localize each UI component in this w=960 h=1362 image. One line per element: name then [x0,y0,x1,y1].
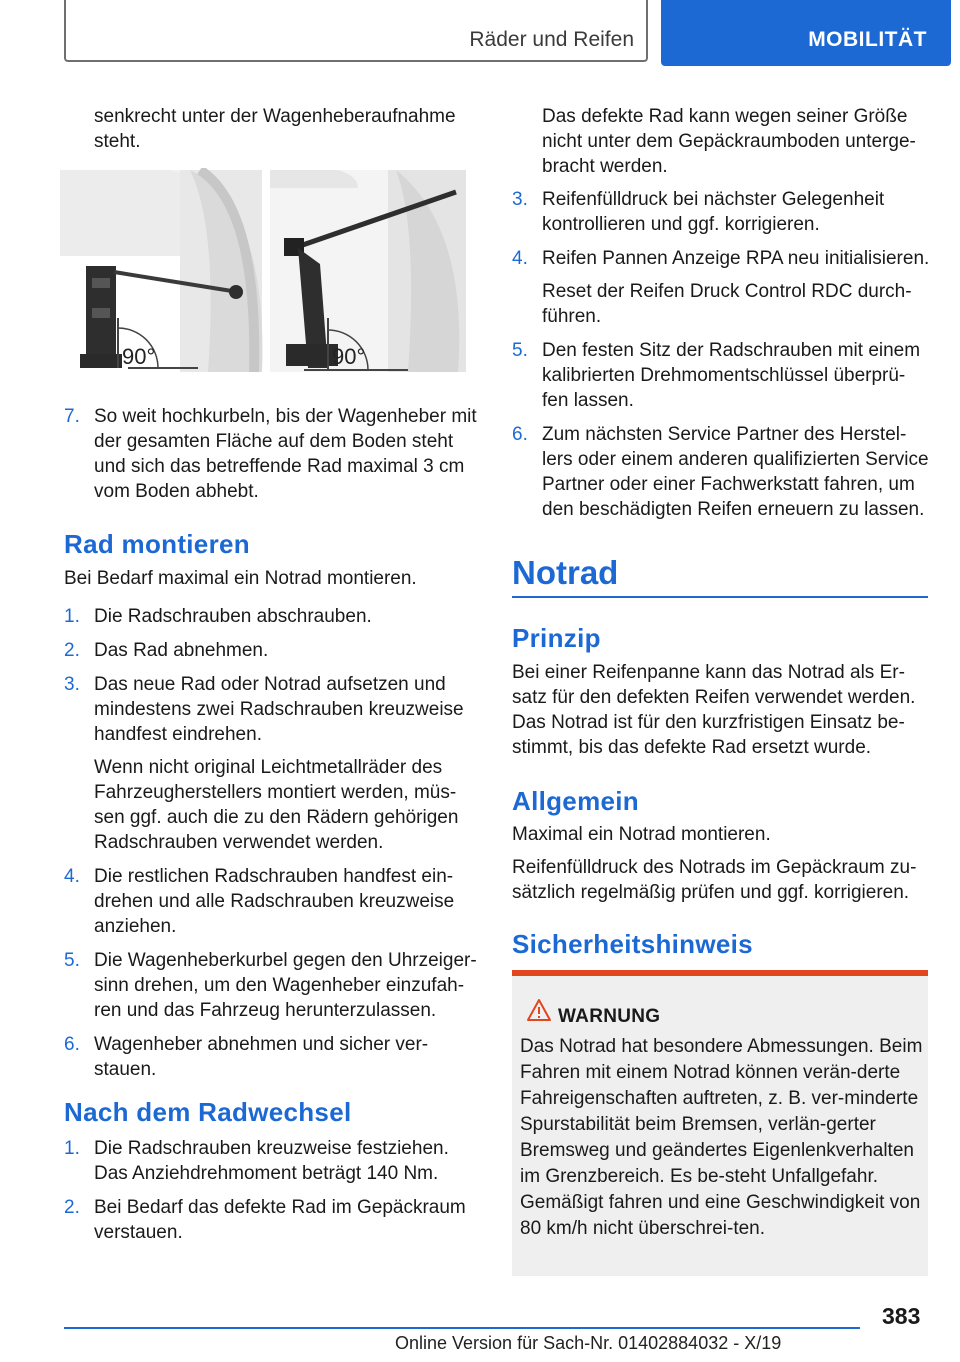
heading-rad-montieren: Rad montieren [64,529,250,559]
step-number: 6. [512,424,528,445]
allgemein-text-1: Maximal ein Notrad montieren. [512,824,771,845]
step-text: Die restlichen Radschrauben handfest ein-drehen und alle Radschrauben kreuzweise anziehen. [94,866,455,937]
warning-title: WARNUNG [558,1006,661,1027]
step-text: So weit hochkurbeln, bis der Wagenheber mit der gesamten Fläche auf dem Boden steht und sich das betreffende Rad maximal 3 cm vom Boden abhebt. [94,406,477,502]
list-item [512,422,930,522]
step-text: Bei Bedarf das defekte Rad im Gepäckraum verstauen. [94,1197,466,1243]
list-item [512,246,930,329]
list-item [64,1032,484,1082]
step-number: 5. [64,950,80,971]
continued-text: Das defekte Rad kann wegen seiner Größe nicht unter dem Gepäckraumboden unterge-bracht werden. [542,106,916,177]
step-text: Reifen Pannen Anzeige RPA neu initialisieren. [542,248,930,269]
rad-montieren-intro: Bei Bedarf maximal ein Notrad montieren. [64,568,417,589]
intro-text: senkrecht unter der Wagenheberaufnahme steht. [94,106,456,152]
heading-nach-dem-radwechsel: Nach dem Radwechsel [64,1097,352,1127]
step-text: Den festen Sitz der Radschrauben mit einem kalibrierten Drehmomentschlüssel überprü-fen lassen. [542,340,921,411]
list-item [64,404,484,504]
heading-prinzip: Prinzip [512,623,601,653]
heading-sicherheitshinweis: Sicherheitshinweis [512,929,753,959]
warning-text: Das Notrad hat besondere Abmessungen. Beim Fahren mit einem Notrad können verän-derte Fahreigenschaften auftreten, z. B. ver-minderte Spurstabilität beim Bremsen, verlän-gerter Bremsweg und geändertes Eigenlenkverhalten im Grenzbereich. Es be-steht Unfallgefahr. Gemäßigt fahren und eine Geschwindigkeit von 80 km/h nicht überschrei-ten. [520,1036,923,1239]
section-divider [512,596,928,598]
chapter-tab[interactable]: MOBILITÄT [661,0,951,66]
list-item [512,338,930,413]
jack-left-panel [60,170,262,372]
list-item [64,1195,484,1245]
step-number: 1. [64,1138,80,1159]
step-number: 3. [512,189,528,210]
step-number: 2. [64,1197,80,1218]
list-item [64,638,484,663]
list-item [64,1136,484,1186]
rad-montieren-steps [64,604,484,1091]
allgemein-text-2: Reifenfülldruck des Notrads im Gepäckraum zu-sätzlich regelmäßig prüfen und ggf. korrigieren. [512,857,917,903]
step-number: 5. [512,340,528,361]
step-number: 4. [64,866,80,887]
step-text: Die Wagenheberkurbel gegen den Uhrzeiger-sinn drehen, um den Wagenheber einzufah-ren und das Fahrzeug herunterzulassen. [94,950,477,1021]
footer-divider [64,1327,860,1329]
list-item [64,672,484,855]
nach-dem-radwechsel-steps [64,1136,484,1254]
heading-notrad: Notrad [512,554,619,591]
page-number: 383 [882,1303,921,1329]
svg-text:90°: 90° [332,344,366,369]
list-item [64,604,484,629]
right-step-list [512,187,930,531]
list-item [512,187,930,237]
warning-triangle-icon [526,998,552,1022]
footer-version: Online Version für Sach-Nr. 01402884032 - X/19 [395,1333,782,1353]
section-title: Räder und Reifen [469,28,634,51]
svg-text:90°: 90° [122,344,156,369]
list-item [64,948,484,1023]
step-list-continued [64,404,484,513]
warning-box [512,970,928,1276]
step-number: 2. [64,640,80,661]
step-number: 6. [64,1034,80,1055]
step-number: 7. [64,406,80,427]
step-text: Reifenfülldruck bei nächster Gelegenheit kontrollieren und ggf. korrigieren. [542,189,885,235]
jack-right-panel [270,170,466,372]
step-text: Zum nächsten Service Partner des Herstel-lers oder einem anderen qualifizierten Service Partner oder einer Fachwerkstatt fahren, um den beschädigten Reifen erneuern zu lassen. [542,424,929,520]
step-text: Die Radschrauben kreuzweise festziehen. Das Anziehdrehmoment beträgt 140 Nm. [94,1138,449,1184]
step-number: 3. [64,674,80,695]
list-item [64,864,484,939]
prinzip-text: Bei einer Reifenpanne kann das Notrad als Er-satz für den defekten Reifen verwendet werden. Das Notrad ist für den kurzfristigen Einsatz be-stimmt, bis das defekte Rad ersetzt wurde. [512,662,916,758]
step-text: Die Radschrauben abschrauben. [94,606,372,627]
heading-allgemein: Allgemein [512,786,639,816]
step-number: 4. [512,248,528,269]
step-note: Reset der Reifen Druck Control RDC durch-führen. [542,281,912,327]
step-text: Das neue Rad oder Notrad aufsetzen und mindestens zwei Radschrauben kreuzweise handfest eindrehen. [94,674,464,745]
step-text: Das Rad abnehmen. [94,640,269,661]
step-note: Wenn nicht original Leichtmetallräder des Fahrzeugherstellers montiert werden, müs-sen ggf. auch die zu den Rädern gehörigen Radschrauben verwendet werden. [94,757,459,853]
jack-illustration [58,168,468,374]
step-text: Wagenheber abnehmen und sicher ver-stauen. [94,1034,429,1080]
step-number: 1. [64,606,80,627]
